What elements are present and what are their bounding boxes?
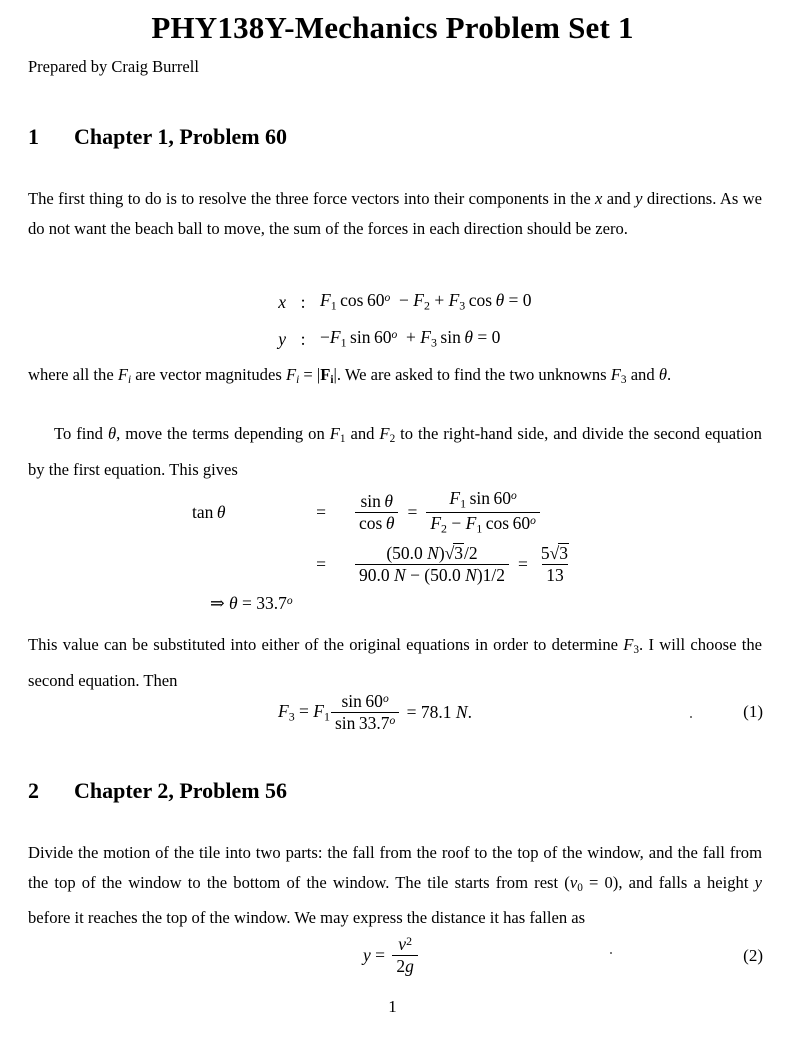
equation-component-y: y : $-F_1$ $\sin 60^o + F_3$ sin θ = 0 — [252, 320, 532, 357]
equation-tan-theta-line2: = $\frac{(50.0 N)√3/2}{90.0 N - (50.0 N)1/2}$ = $\frac{5√3}{13}$ — [192, 538, 576, 590]
equation-components — [252, 283, 532, 358]
equation-tan-theta — [192, 486, 576, 616]
scan-speck — [690, 716, 692, 718]
paragraph-find-theta: To find θ, move the terms depending on $F_1$ and $F_2$ to the right-hand side, and divide the second equation by the first equation. This gives — [28, 424, 762, 479]
fraction-result-ratio: $\frac{5√3}{13}$ — [540, 543, 569, 585]
equation-number-2: (2) — [743, 946, 763, 965]
equation-y-body: y = $\frac{v^2}{2g}$ — [363, 935, 421, 976]
section-title-1: Chapter 1, Problem 60 — [74, 124, 288, 149]
section-heading-2 — [28, 778, 287, 804]
paragraph-intro-forces: The first thing to do is to resolve the three force vectors into their components in the x and y directions. As we do not want the beach ball to move, the sum of the forces in each direction should be zero. — [28, 189, 762, 238]
scan-speck-2 — [610, 952, 612, 954]
author-line: Prepared by Craig Burrell — [28, 57, 199, 76]
equation-component-x-body: $F_1$ $\cos 60^o - F_2 + F_3$ cos θ = 0 — [320, 290, 532, 313]
paragraph-substitute: This value can be substituted into either of the original equations in order to determine $F_3$. I will choose the second equation. Then — [28, 635, 762, 690]
equation-component-y-body: $-F_1$ $\sin 60^o + F_3$ sin θ = 0 — [320, 327, 501, 350]
equation-number-1: (1) — [743, 702, 763, 721]
page-number: 1 — [388, 997, 397, 1016]
equation-theta-result: ⇒ $\theta = 33.7^o$ — [210, 592, 293, 613]
equation-F3-value — [278, 692, 472, 733]
section-heading-1 — [28, 124, 287, 150]
equation-tan-theta-line1: tan θ = $\frac{\text{sin θ}}{\text{cos θ}}$ = $\frac{F_1 \sin 60^o}{F_2 - F_1 \cos 60^o}$ — [192, 486, 576, 538]
fraction-F1sin-over-F2minus: $\frac{F_1 \sin 60^o}{F_2 - F_1 \cos 60^o}$ — [426, 489, 540, 534]
fraction-sin60-over-sin337: $\frac{\sin 60^o}{\sin 33.7^o}$ — [331, 692, 399, 733]
equation-relation-1: = — [316, 501, 326, 522]
equation-F3-body: $F_3 = F_1$ $\frac{\sin 60^o}{\sin 33.7^o}$ = 78.1 N. — [278, 691, 472, 733]
section-title-2: Chapter 2, Problem 56 — [74, 778, 288, 803]
fraction-numeric-values: $\frac{(50.0 N)√3/2}{90.0 N - (50.0 N)1/2}$ — [355, 543, 509, 585]
page-title: PHY138Y-Mechanics Problem Set 1 — [151, 10, 634, 45]
paragraph-magnitudes: where all the $F_i$ are vector magnitudes $F_i = |F_i|$. We are asked to find the two unknowns $F_3$ and θ. — [28, 365, 672, 387]
paragraph-tile-motion: Divide the motion of the tile into two parts: the fall from the roof to the top of the window, and the fall from the top of the window to the bottom of the window. The tile starts from rest $(v_0 = 0)$, and falls a height y before it reaches the top of the window. We may express the distance it has fallen as — [28, 843, 762, 928]
section-number-1: 1 — [28, 124, 39, 149]
fraction-sin-cos: $\frac{\text{sin θ}}{\text{cos θ}}$ — [355, 492, 398, 533]
equation-relation-2: = — [316, 553, 326, 574]
section-number-2: 2 — [28, 778, 39, 803]
equation-tan-theta-lhs: tan θ — [192, 501, 226, 522]
equation-y-distance — [363, 935, 421, 976]
fraction-v2-over-2g: $\frac{v^2}{2g}$ — [392, 935, 418, 976]
equation-component-x: x : $F_1$ $\cos 60^o - F_2 + F_3$ cos θ = 0 — [252, 283, 532, 320]
